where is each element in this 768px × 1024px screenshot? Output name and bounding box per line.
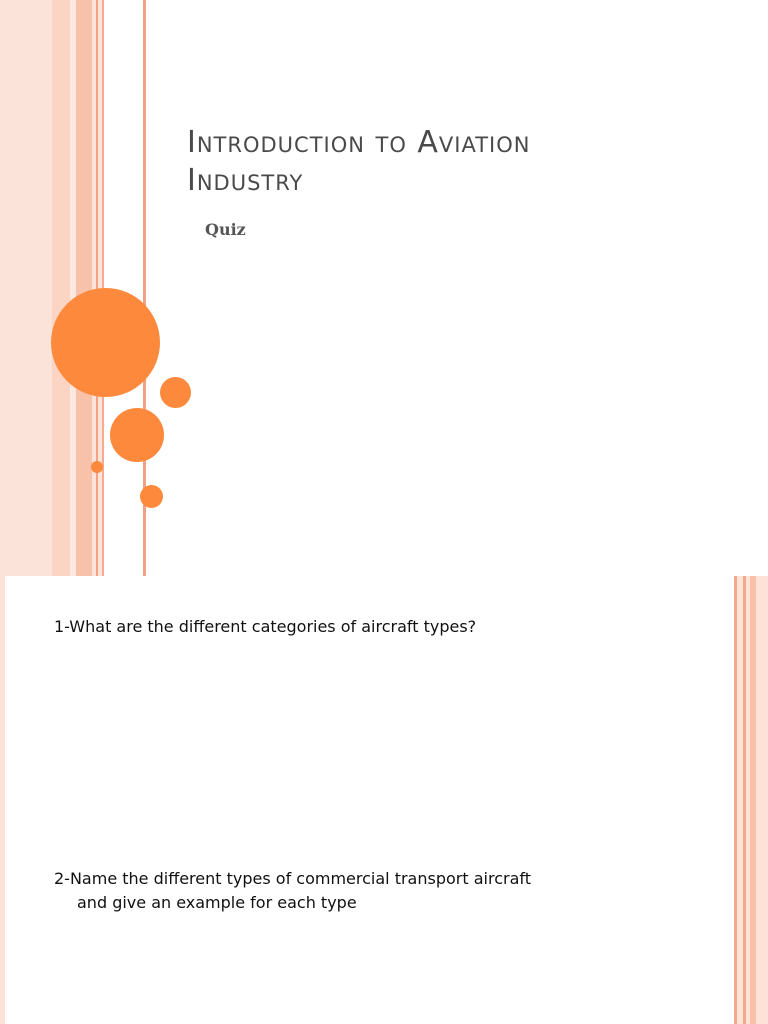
question-2 xyxy=(54,867,531,915)
decorative-circle-medium xyxy=(110,408,164,462)
question-2-line-1: 2-Name the different types of commercial transport aircraft xyxy=(54,869,531,888)
question-2-line-2: and give an example for each type xyxy=(77,893,357,912)
decorative-stripe xyxy=(52,0,70,576)
decorative-stripe xyxy=(76,0,92,576)
slide-subtitle: Quiz xyxy=(205,220,246,239)
question-slide xyxy=(0,576,768,1024)
decorative-circle-large xyxy=(51,288,160,397)
decorative-circle-small xyxy=(91,461,103,473)
decorative-stripe xyxy=(0,0,52,576)
decorative-stripe xyxy=(756,576,768,1024)
decorative-circle xyxy=(160,377,191,408)
decorative-circle xyxy=(140,485,163,508)
slide-title: Introduction to Aviation Industry xyxy=(187,125,531,198)
decorative-stripe xyxy=(0,576,5,1024)
question-1: 1-What are the different categories of aircraft types? xyxy=(54,617,477,636)
